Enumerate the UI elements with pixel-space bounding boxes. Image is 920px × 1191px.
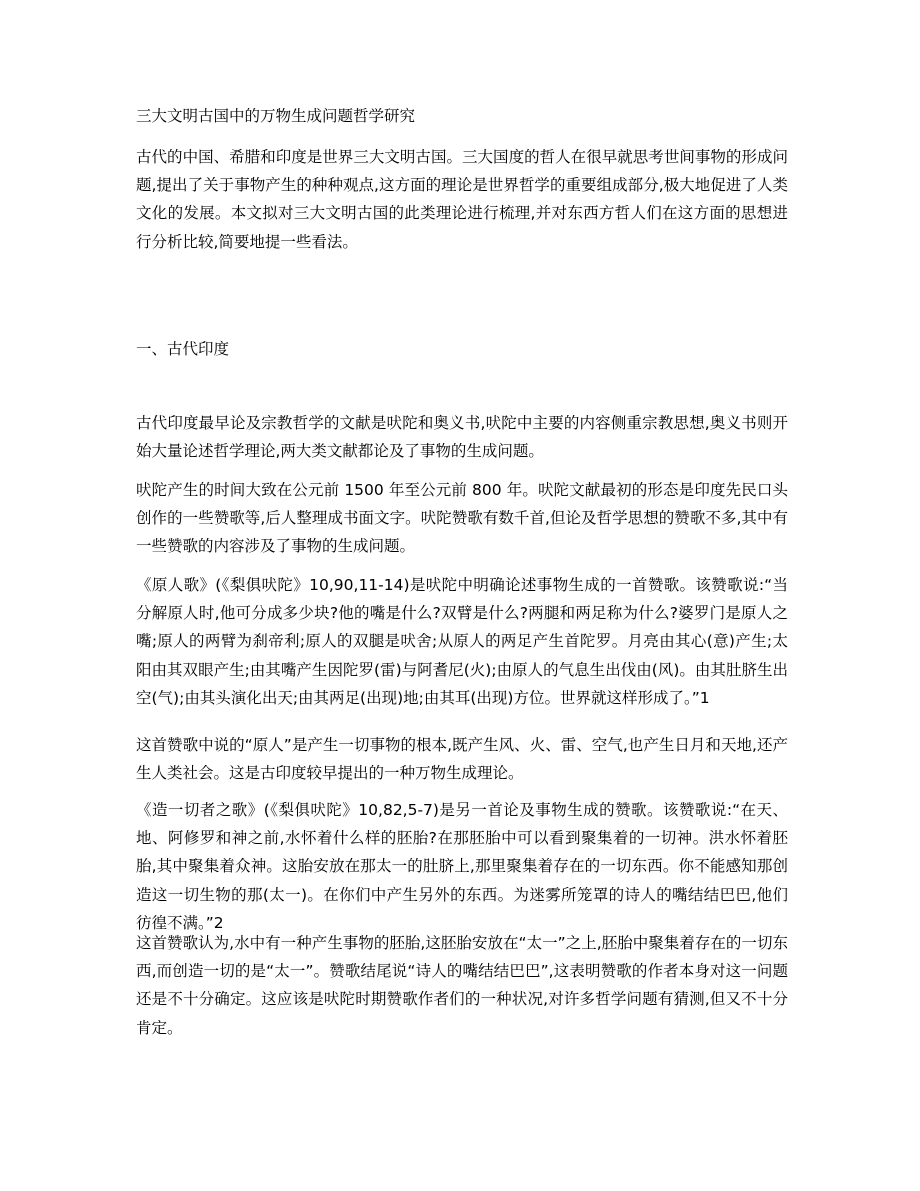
body-paragraph-3: 《原人歌》(《梨俱吠陀》10,90,11-14)是吠陀中明确论述事物生成的一首赞歌。该赞歌说:“当分解原人时,他可分成多少块?他的嘴是什么?双臂是什么?两腿和两足称为什么?婆罗门是原人之嘴;原人的两臂为刹帝利;原人的双腿是吠舍;从原人的两足产生首陀罗。月亮由其心(意)产生;太阳由其双眼产生;由其嘴产生因陀罗(雷)与阿耆尼(火);由原人的气息生出伐由(风)。由其肚脐生出空(气);由其头演化出天;由其两足(出现)地;由其耳(出现)方位。世界就这样形成了。”1 bbox=[136, 576, 788, 707]
body-paragraph-5: 《造一切者之歌》(《梨俱吠陀》10,82,5-7)是另一首论及事物生成的赞歌。该赞歌说:“在天、地、阿修罗和神之前,水怀着什么样的胚胎?在那胚胎中可以看到聚集着的一切神。洪水怀着胚胎,其中聚集着众神。这胎安放在那太一的肚脐上,那里聚集着存在的一切东西。你不能感知那创造这一切生物的那(太一)。在你们中产生另外的东西。为迷雾所笼罩的诗人的嘴结结巴巴,他们彷徨不满。”2 bbox=[136, 801, 788, 932]
section-heading-ancient-india: 一、古代印度 bbox=[136, 340, 230, 358]
document-title: 三大文明古国中的万物生成问题哲学研究 bbox=[136, 107, 416, 125]
body-paragraph-4: 这首赞歌中说的“原人”是产生一切事物的根本,既产生风、火、雷、空气,也产生日月和天地,还产生人类社会。这是古印度较早提出的一种万物生成理论。 bbox=[136, 736, 788, 783]
body-paragraph-2: 吠陀产生的时间大致在公元前 1500 年至公元前 800 年。吠陀文献最初的形态是印度先民口头创作的一些赞歌等,后人整理成书面文字。吠陀赞歌有数千首,但论及哲学思想的赞歌不多,其中有一些赞歌的内容涉及了事物的生成问题。 bbox=[136, 481, 788, 556]
abstract-paragraph: 古代的中国、希腊和印度是世界三大文明古国。三大国度的哲人在很早就思考世间事物的形成问题,提出了关于事物产生的种种观点,这方面的理论是世界哲学的重要组成部分,极大地促进了人类文化的发展。本文拟对三大文明古国的此类理论进行梳理,并对东西方哲人们在这方面的思想进行分析比较,简要地提一些看法。 bbox=[136, 148, 788, 251]
body-paragraph-1: 古代印度最早论及宗教哲学的文献是吠陀和奥义书,吠陀中主要的内容侧重宗教思想,奥义书则开始大量论述哲学理论,两大类文献都论及了事物的生成问题。 bbox=[136, 414, 788, 461]
body-paragraph-6: 这首赞歌认为,水中有一种产生事物的胚胎,这胚胎安放在“太一”之上,胚胎中聚集着存在的一切东西,而创造一切的是“太一”。赞歌结尾说“诗人的嘴结结巴巴”,这表明赞歌的作者本身对这一问题还是不十分确定。这应该是吠陀时期赞歌作者们的一种状况,对许多哲学问题有猜测,但又不十分肯定。 bbox=[136, 934, 788, 1037]
